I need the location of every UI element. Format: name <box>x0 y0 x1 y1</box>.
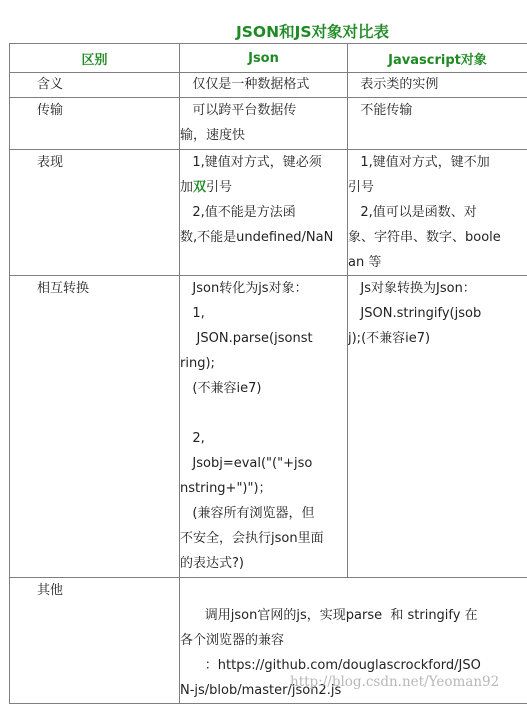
table-row-meaning <box>10 73 527 98</box>
watermark: http://blog.csdn.net/Yeoman92 <box>290 674 499 690</box>
text-after: 引号 <box>206 180 232 195</box>
json-cell <box>180 150 348 276</box>
js-cell <box>348 98 527 150</box>
cell-line: 2,值不能是方法函 <box>180 200 347 225</box>
cell-line: 调用json官网的js，实现parse 和 stringify 在 <box>180 603 527 628</box>
cell-line: 1,键值对方式，键必须 <box>180 150 347 175</box>
js-cell <box>348 276 527 578</box>
row-label: 相互转换 <box>10 276 180 578</box>
js-cell <box>348 73 527 98</box>
table-row-transfer <box>10 98 527 150</box>
cell-line: 仅仅是一种数据格式 <box>180 73 347 96</box>
json-cell <box>180 98 348 150</box>
cell-line <box>180 401 347 426</box>
cell-line: 各个浏览器的兼容 <box>180 628 527 653</box>
cell-line: 表示类的实例 <box>348 73 527 96</box>
highlight-text: 双 <box>193 180 206 195</box>
cell-line: JSON.stringify(jsob <box>348 301 527 326</box>
header-row <box>10 44 527 73</box>
cell-line: ring); <box>180 351 347 376</box>
row-label: 表现 <box>10 150 180 276</box>
text-before: 加 <box>180 180 193 195</box>
cell-line-double-quote <box>180 175 347 200</box>
cell-line: 象、字符串、数字、boole <box>348 225 527 250</box>
json-cell <box>180 276 348 578</box>
cell-line: N-js/blob/master/json2.js <box>180 678 527 703</box>
cell-line: 2,值可以是函数、对 <box>348 200 527 225</box>
cell-line: 引号 <box>348 175 527 200</box>
js-cell <box>348 150 527 276</box>
cell-line: 数,不能是undefined/NaN <box>180 225 347 250</box>
cell-line: 输，速度快 <box>180 123 347 148</box>
comparison-table <box>9 43 527 704</box>
cell-line: 可以跨平台数据传 <box>180 98 347 123</box>
row-label: 含义 <box>10 73 180 98</box>
table-row-conversion <box>10 276 527 578</box>
row-label: 其他 <box>10 578 180 704</box>
cell-line <box>180 578 527 603</box>
cell-line: an 等 <box>348 250 527 275</box>
cell-line: Jsobj=eval("("+jso <box>180 451 347 476</box>
cell-line: 不能传输 <box>348 98 527 123</box>
table-row-representation <box>10 150 527 276</box>
cell-line: (不兼容ie7) <box>180 376 347 401</box>
cell-line: nstring+")")； <box>180 476 347 501</box>
cell-line: 1,键值对方式，键不加 <box>348 150 527 175</box>
cell-line: j);(不兼容ie7) <box>348 326 527 351</box>
cell-line: 1, <box>180 301 347 326</box>
header-js-object: Javascript对象 <box>348 44 527 73</box>
cell-line: Json转化为js对象： <box>180 276 347 301</box>
cell-line: 的表达式?) <box>180 551 347 576</box>
cell-line: ：https://github.com/douglascrockford/JSO <box>180 653 527 678</box>
table-title: JSON和JS对象对比表 <box>236 20 389 42</box>
cell-line: (兼容所有浏览器，但 <box>180 501 347 526</box>
row-label: 传输 <box>10 98 180 150</box>
header-json: Json <box>180 44 348 73</box>
json-cell <box>180 73 348 98</box>
cell-line: 不安全，会执行json里面 <box>180 526 347 551</box>
cell-line: JSON.parse(jsonst <box>180 326 347 351</box>
cell-line: 2, <box>180 426 347 451</box>
cell-line: Js对象转换为Json： <box>348 276 527 301</box>
header-diff: 区别 <box>10 44 180 73</box>
